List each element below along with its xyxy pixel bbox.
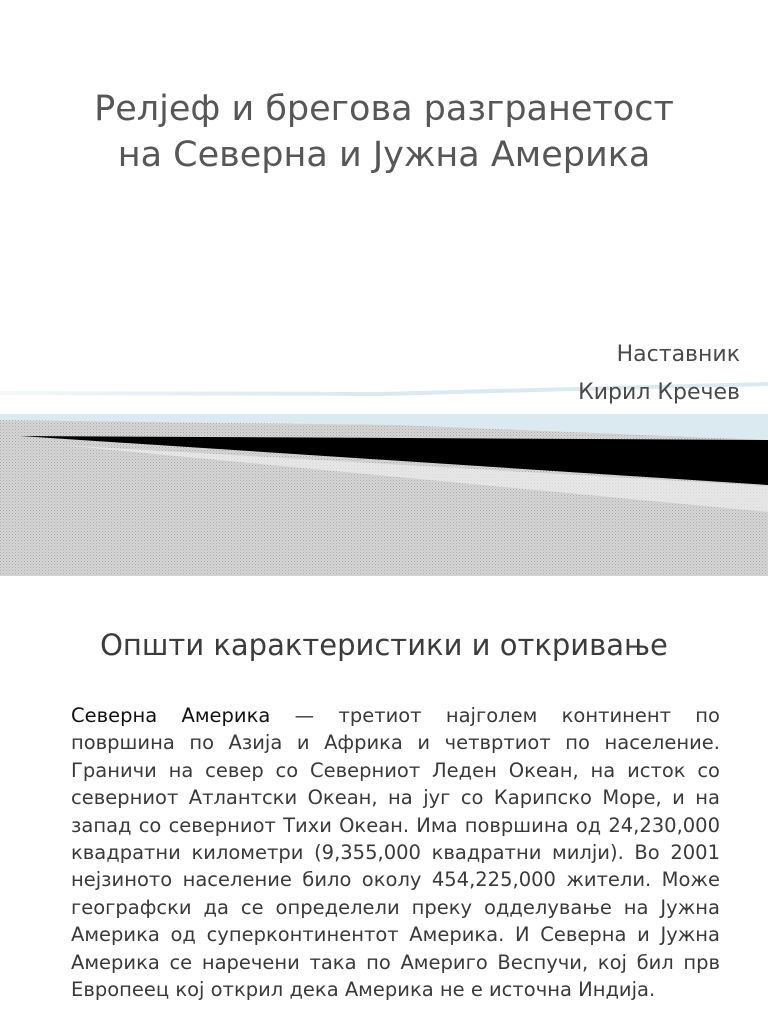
highlighted-term: Северна Америка <box>71 704 271 727</box>
presenter-role: Наставник <box>616 342 740 367</box>
presenter-block <box>578 336 740 412</box>
body-text: — третиот најголем континент по површина по Азија и Африка и четвртиот по население. Граничи на север со Северниот Леден Океан, на исток со северниот Атлантски Океан, на југ со Карипско Море, и на запад со северниот Тихи Океан. Има површина од 24,230,000 квадратни километри (9,355,000 квадратни милји). Во 2001 нејзиното население било околу 454,225,000 жители. Може географски да се определели преку одделување на Јужна Америка од суперконтинентот Америка. И Северна и Јужна Америка се наречени така по Америго Веспучи, кој бил прв Европеец кој открил дека Америка не е источна Индија. <box>71 704 720 1002</box>
title-line-1: Релјеф и брегова разгранетост <box>94 89 674 129</box>
content-slide <box>0 576 768 1024</box>
body-paragraph <box>71 702 720 1003</box>
title-line-2: на Северна и Јужна Америка <box>117 135 651 175</box>
slide-title <box>0 86 768 178</box>
presenter-name: Кирил Кречев <box>578 380 740 405</box>
slide-heading: Општи карактеристики и откривање <box>100 628 668 662</box>
